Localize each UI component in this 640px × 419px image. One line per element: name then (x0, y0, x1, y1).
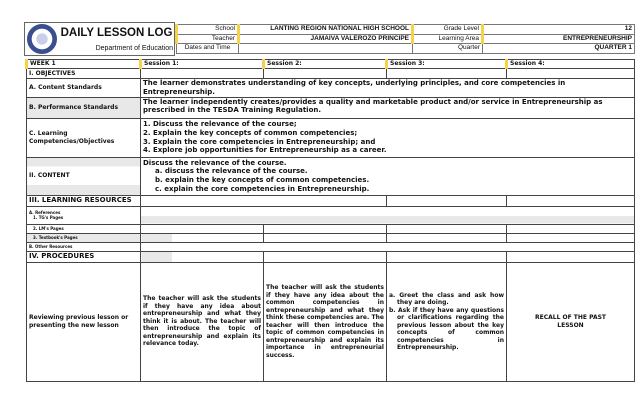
session-1-reviewing: The teacher will ask the students if they have any idea about entrepreneurship and what they think it is about. The teacher will then introduce the topic of entrepreneurship and explain its relevance today. (141, 262, 264, 381)
content-item: a. discuss the relevance of the course. (155, 167, 308, 176)
content-text (141, 157, 635, 195)
session-4-reviewing: RECALL OF THE PAST LESSON (507, 262, 635, 381)
tg-pages-label: 1. TG's Pages (33, 215, 64, 220)
competencies-list (141, 118, 635, 157)
school-label: School (177, 25, 239, 35)
deped-seal-logo (27, 24, 57, 54)
area-value: ENTREPRENEURSHIP (483, 34, 635, 44)
area-label: Learning Area (413, 34, 483, 44)
header-info-table (175, 24, 635, 54)
document-title: DAILY LESSON LOG (60, 27, 173, 39)
session-2-header: Session 2: (264, 60, 387, 69)
content-item: b. explain the key concepts of common competencies. (155, 176, 370, 184)
other-resources-label: B. Other Resources (27, 242, 141, 251)
content-item: c. explain the core competencies in Entrepreneurship. (155, 184, 370, 193)
grade-label: Grade Level (413, 25, 483, 35)
competency-item: 1. Discuss the relevance of the course; (143, 120, 297, 128)
session-3-item: a. Greet the class and ask how they are doing. (389, 291, 504, 306)
session-3-reviewing (387, 262, 507, 381)
learning-resources-heading: III. LEARNING RESOURCES (27, 195, 141, 206)
content-standards-text: The learner demonstrates understanding of key concepts, underlying principles, and core competencies in Entrepreneurship. (141, 79, 635, 98)
school-value: LANTING REGION NATIONAL HIGH SCHOOL (239, 25, 413, 35)
teacher-value: JAMAIVA VALEROZO PRINCIPE (239, 34, 413, 44)
session-3-header: Session 3: (387, 60, 507, 69)
session-3-item: b. Ask if they have any questions or clarifications regarding the previous lesson about the key concepts of common competencies in Entrepreneurship. (389, 306, 504, 351)
competencies-label: C. Learning Competencies/Objectives (27, 118, 141, 157)
grade-value: 12 (483, 25, 635, 35)
performance-standards-label: B. Performance Standards (27, 97, 141, 118)
lm-pages-label: 2. LM's Pages (27, 224, 141, 233)
teacher-label: Teacher (177, 34, 239, 44)
dates-label: Dates and Time (177, 44, 239, 54)
textbook-pages-label: 3. Textbook's Pages (27, 233, 141, 242)
competency-item: 3. Explain the core competencies in Entrepreneurship; and (143, 137, 376, 146)
content-label: II. CONTENT (27, 157, 141, 195)
quarter-label: Quarter (413, 44, 483, 54)
content-title: Discuss the relevance of the course. (143, 158, 287, 167)
session-2-reviewing: The teacher will ask the students if they have any idea about the common competencies in entrepreneurship and what they think these competencies are. The teacher will then introduce the topic of common competencies in entrepreneurship and explain its importance in entrepreneurial success. (264, 262, 387, 381)
procedures-heading: IV. PROCEDURES (27, 251, 141, 262)
performance-standards-text: The learner independently creates/provides a quality and marketable product and/or service in Entrepreneurship as prescribed in the TESDA Training Regulation. (141, 97, 635, 118)
quarter-value: QUARTER 1 (483, 44, 635, 54)
session-4-header: Session 4: (507, 60, 635, 69)
objectives-heading: I. OBJECTIVES (27, 69, 141, 79)
competency-item: 4. Explore job opportunities for Entrepreneurship as a career. (143, 146, 387, 155)
week-label: WEEK 1 (27, 60, 141, 69)
references-label (27, 206, 141, 224)
session-1-header: Session 1: (141, 60, 264, 69)
references-text: A. References (29, 209, 61, 215)
dates-value (239, 44, 413, 54)
content-standards-label: A. Content Standards (27, 79, 141, 98)
department-label: Department of Education (95, 45, 173, 52)
competency-item: 2. Explain the key concepts of common competencies; (143, 128, 358, 137)
lesson-log-table (25, 59, 635, 382)
reviewing-lesson-label: Reviewing previous lesson or presenting the new lesson (27, 262, 141, 381)
